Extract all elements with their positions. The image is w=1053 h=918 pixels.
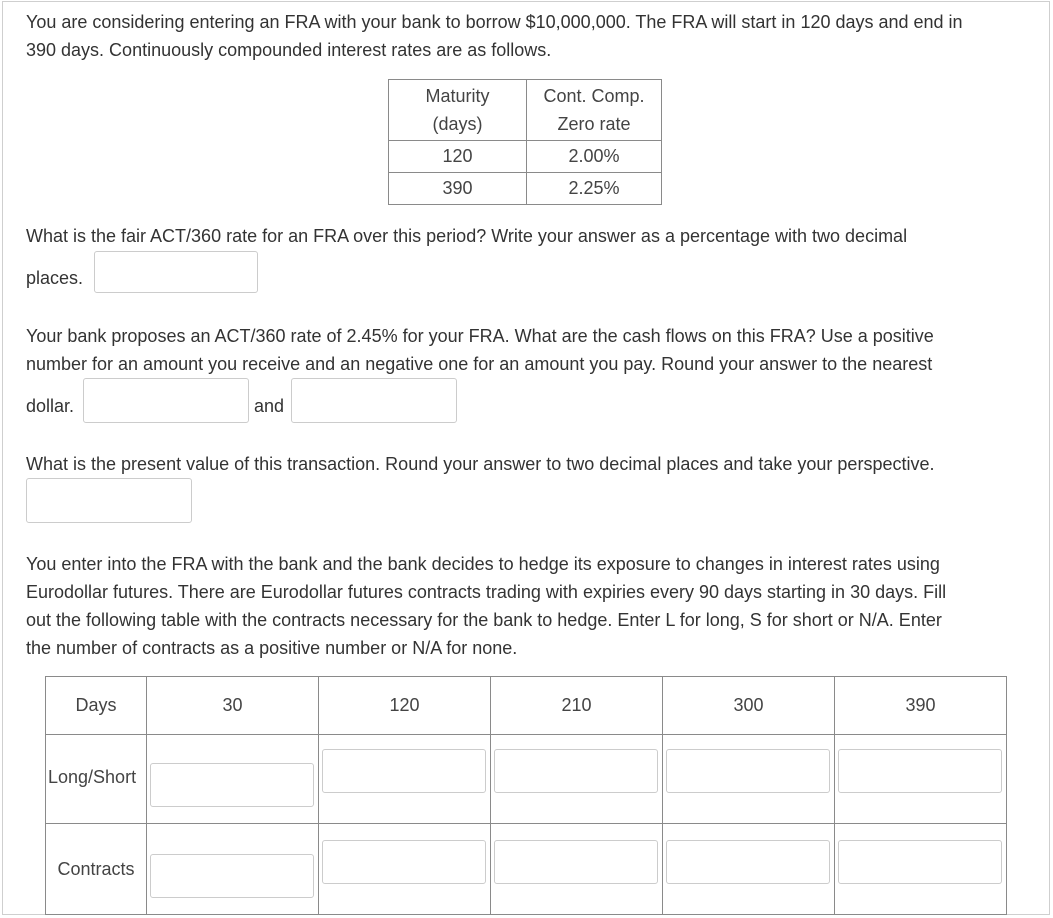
rate-header	[527, 80, 662, 141]
days-cell: 300	[663, 677, 835, 735]
contracts-input-300[interactable]	[666, 840, 830, 884]
contracts-cell	[147, 824, 319, 915]
table-row	[389, 141, 662, 173]
contracts-label: Contracts	[46, 824, 147, 915]
contracts-cell	[835, 824, 1007, 915]
q2-text	[26, 322, 1031, 378]
contracts-row	[46, 824, 1007, 915]
contracts-cell	[491, 824, 663, 915]
cash-flow-input-2[interactable]	[291, 378, 457, 423]
rate-header-line-2: Zero rate	[557, 114, 631, 134]
present-value-input[interactable]	[26, 478, 192, 523]
intro-line-1: You are considering entering an FRA with your bank to borrow $10,000,000. The FRA will start in 120 days and end in	[26, 12, 963, 32]
intro-line-2: 390 days. Continuously compounded interest rates are as follows.	[26, 40, 552, 60]
q1-line-2: places.	[26, 268, 84, 288]
long-short-row	[46, 735, 1007, 824]
days-cell: 210	[491, 677, 663, 735]
days-row	[46, 677, 1007, 735]
long-short-input-300[interactable]	[666, 749, 830, 793]
long-short-input-390[interactable]	[838, 749, 1002, 793]
contracts-cell	[663, 824, 835, 915]
q1-text	[26, 222, 1031, 250]
rate-cell: 2.00%	[527, 141, 662, 173]
long-short-input-120[interactable]	[322, 749, 486, 793]
q2-line-2: number for an amount you receive and an negative one for an amount you pay. Round your answer to the nearest	[26, 354, 933, 374]
q4-line-1: You enter into the FRA with the bank and the bank decides to hedge its exposure to changes in interest rates using	[26, 554, 940, 574]
long-short-cell	[147, 735, 319, 824]
contracts-input-120[interactable]	[322, 840, 486, 884]
rate-cell: 2.25%	[527, 173, 662, 205]
cash-flow-input-1[interactable]	[83, 378, 249, 423]
days-cell: 30	[147, 677, 319, 735]
q4-line-3: out the following table with the contracts necessary for the bank to hedge. Enter L for long, S for short or N/A. Enter	[26, 610, 942, 630]
maturity-cell: 120	[389, 141, 527, 173]
days-cell: 390	[835, 677, 1007, 735]
maturity-header-line-1: Maturity	[425, 86, 490, 106]
q4-text	[26, 550, 1031, 662]
long-short-input-210[interactable]	[494, 749, 658, 793]
contracts-cell	[319, 824, 491, 915]
q2-line-1: Your bank proposes an ACT/360 rate of 2.45% for your FRA. What are the cash flows on this FRA? Use a positive	[26, 326, 934, 346]
q1-line-1: What is the fair ACT/360 rate for an FRA over this period? Write your answer as a percentage with two decimal	[26, 226, 908, 246]
q3-text	[26, 450, 1031, 478]
maturity-cell: 390	[389, 173, 527, 205]
fra-rate-input[interactable]	[94, 251, 258, 293]
table-row	[389, 173, 662, 205]
q4-line-4: the number of contracts as a positive number or N/A for none.	[26, 638, 518, 658]
long-short-label: Long/Short	[48, 767, 137, 787]
zero-rates-table	[388, 79, 662, 205]
maturity-header	[389, 80, 527, 141]
maturity-header-line-2: (days)	[432, 114, 483, 134]
long-short-cell	[663, 735, 835, 824]
hedge-table	[45, 676, 1007, 915]
days-cell: 120	[319, 677, 491, 735]
q3-line-1: What is the present value of this transaction. Round your answer to two decimal places and take your perspective.	[26, 454, 935, 474]
long-short-label-cell	[46, 735, 147, 824]
q2-line-3: dollar.	[26, 396, 75, 416]
contracts-input-30[interactable]	[150, 854, 314, 898]
long-short-cell	[491, 735, 663, 824]
long-short-input-30[interactable]	[150, 763, 314, 807]
intro-text	[26, 8, 1031, 64]
contracts-input-210[interactable]	[494, 840, 658, 884]
rate-header-line-1: Cont. Comp.	[543, 86, 645, 106]
and-label: and	[254, 396, 285, 416]
q4-line-2: Eurodollar futures. There are Eurodollar futures contracts trading with expiries every 90 days starting in 30 days. Fill	[26, 582, 947, 602]
days-label: Days	[46, 677, 147, 735]
long-short-cell	[835, 735, 1007, 824]
contracts-input-390[interactable]	[838, 840, 1002, 884]
long-short-cell	[319, 735, 491, 824]
